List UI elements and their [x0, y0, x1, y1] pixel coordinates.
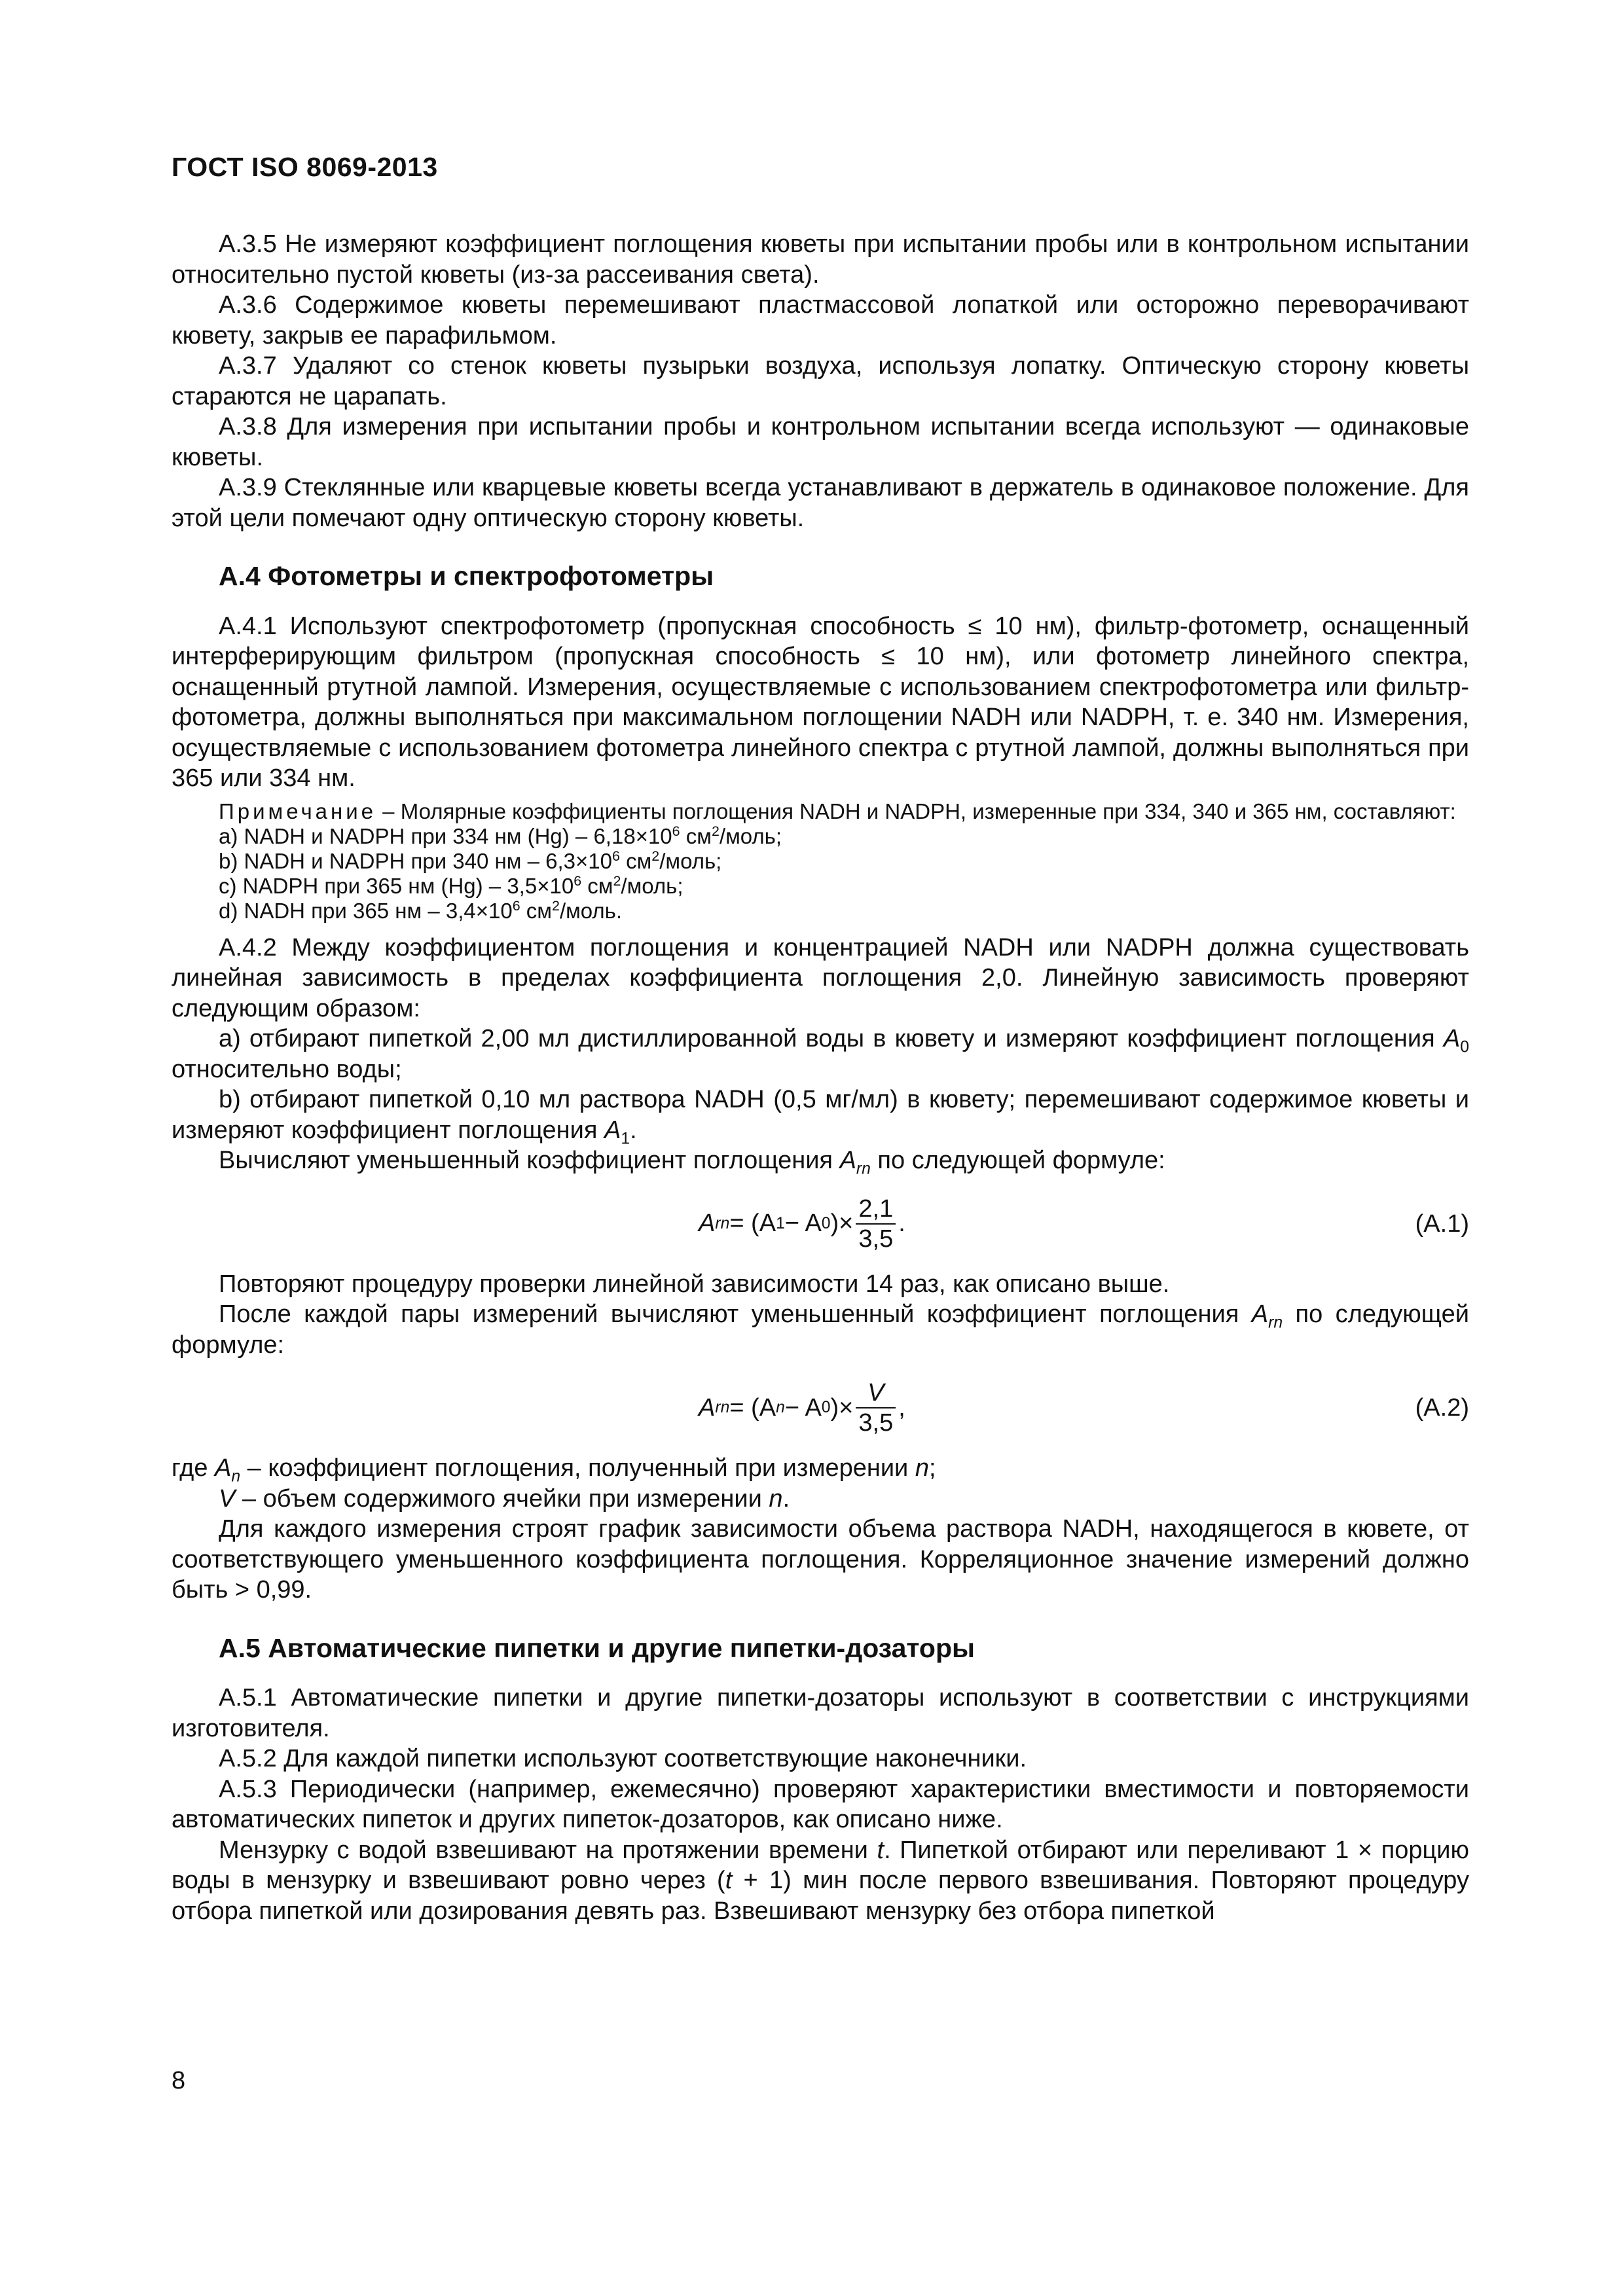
paragraph-a4-2: А.4.2 Между коэффициентом поглощения и концентрацией NADH или NADPH должна существовать линейная зависимость в пределах коэффициента поглощения 2,0. Линейную зависимость проверяют следующим образом:: [172, 933, 1469, 1022]
paragraph-repeat: Повторяют процедуру проверки линейной зависимости 14 раз, как описано выше.: [219, 1270, 1170, 1298]
paragraph-a3-9: А.3.9 Стеклянные или кварцевые кюветы всегда устанавливают в держатель в одинаковое положение. Для этой цели помечают одну оптическую сторону кюветы.: [172, 474, 1469, 532]
calc-intro-1: Вычисляют уменьшенный коэффициент поглощения $A_{rn}$ по следующей формуле:: [219, 1147, 1165, 1178]
section-heading-a5: А.5 Автоматические пипетки и другие пипетки-дозаторы: [219, 1632, 976, 1663]
calc-intro-2: После каждой пары измерений вычисляют уменьшенный коэффициент поглощения $A_{rn}$ по следующей формуле:: [172, 1300, 1469, 1359]
list-item-a: a) отбирают пипеткой 2,00 мл дистиллированной воды в кювету и измеряют коэффициент поглощения $A_0$ относительно воды;: [172, 1025, 1469, 1083]
note-label: Примечание: [219, 798, 377, 823]
list-item-b: b) отбирают пипеткой 0,10 мл раствора NADH (0,5 мг/мл) в кювету; перемешивают содержимое кюветы и измеряют коэффициент поглощения $A_1$.: [172, 1086, 1469, 1148]
note-item: a) NADH и NADPH при 334 нм $(Hg) - 6,18\times 10^6$ $см^2$/моль;: [219, 823, 782, 848]
note-text: – Молярные коэффициенты поглощения NADH и NADPH, измеренные при 334, 340 и 365 нм, составляют:: [376, 798, 1456, 823]
paragraph-a3-6: А.3.6 Содержимое кюветы перемешивают пластмассовой лопаткой или осторожно переворачивают кювету, закрыв ее парафильмом.: [172, 291, 1469, 350]
paragraph-a3-5: А.3.5 Не измеряют коэффициент поглощения кюветы при испытании пробы или в контрольном испытании относительно пустой кюветы (из-за рассеивания света).: [172, 230, 1469, 289]
note-item: d) NADH при 365 нм – $3,4\times 10^6$ $см^2$/моль.: [219, 897, 623, 923]
paragraph-a5-2: А.5.2 Для каждой пипетки используют соответствующие наконечники.: [219, 1745, 1027, 1772]
formula-a1: [172, 1187, 1469, 1260]
formula-a1-number: (А.1): [1415, 1210, 1469, 1238]
note-item: c) NADPH при 365 нм $(Hg) - 3,5\times 10^6$ $см^2$/моль;: [219, 872, 684, 898]
note-block: [172, 799, 1469, 924]
paragraph-a5-1: А.5.1 Автоматические пипетки и другие пипетки-дозаторы используют в соответствии с инструкциями изготовителя.: [172, 1684, 1469, 1742]
formula-a1-expression: A rn = (A 1 − A 0 )× $\frac{2,1}{3,5}$ .: [699, 1194, 905, 1253]
formula-a1-fraction: $\frac{2,1}{3,5}$: [856, 1194, 896, 1253]
where-clause-v: V – объем содержимого ячейки при измерении n.: [219, 1484, 790, 1513]
page-number: 8: [172, 2067, 186, 2094]
note-lead: [172, 799, 1469, 824]
paragraph-a3-8: А.3.8 Для измерения при испытании пробы и контрольном испытании всегда используют — одинаковые кюветы.: [172, 413, 1469, 471]
section-heading-a4: А.4 Фотометры и спектрофотометры: [219, 561, 714, 591]
formula-a2-expression: A rn = (A n − A 0 )× $\frac{V}{3,5}$ ,: [699, 1379, 905, 1437]
note-item: b) NADH и NADPH при 340 нм – $6,3\times 10^6$ $см^2$/моль;: [219, 848, 722, 873]
paragraph-a5-procedure: Мензурку с водой взвешивают на протяжении времени t. Пипеткой отбирают или переливают 1 × порцию воды в мензурку и взвешивают ровно через (t + 1) мин после первого взвешивания. Повторяют процедуру отбора пипеткой или дозирования девять раз. Взвешивают мензурку без отбора пипеткой: [172, 1836, 1469, 1925]
page-body: [172, 229, 1469, 1926]
formula-a2: [172, 1371, 1469, 1444]
paragraph-plot: Для каждого измерения строят график зависимости объема раствора NADH, находящегося в кювете, от соответствующего уменьшенного коэффициента поглощения. Корреляционное значение измерений должно быть > 0,99.: [172, 1515, 1469, 1604]
formula-a2-fraction: $\frac{V}{3,5}$: [856, 1378, 896, 1437]
where-clause-an: где $A_n$ – коэффициент поглощения, полученный при измерении n;: [172, 1454, 936, 1486]
paragraph-a5-3: А.5.3 Периодически (например, ежемесячно) проверяют характеристики вместимости и повторяемости автоматических пипеток и других пипеток-дозаторов, как описано ниже.: [172, 1775, 1469, 1833]
paragraph-a3-7: А.3.7 Удаляют со стенок кюветы пузырьки воздуха, используя лопатку. Оптическую сторону кюветы стараются не царапать.: [172, 352, 1469, 410]
paragraph-a4-1: А.4.1 Используют спектрофотометр (пропускная способность ≤ 10 нм), фильтр-фотометр, оснащенный интерферирующим фильтром (пропускная способность ≤ 10 нм), или фотометр линейного спектра, оснащенный ртутной лампой. Измерения, осуществляемые с использованием спектрофотометра или фильтр-фотометра, должны выполняться при максимальном поглощении NADH или NADPH, т. е. 340 нм. Измерения, осуществляемые с использованием фотометра линейного спектра с ртутной лампой, должны выполняться при 365 или 334 нм.: [172, 612, 1469, 792]
document-code-header: ГОСТ ISO 8069-2013: [172, 152, 438, 182]
formula-a2-number: (А.2): [1415, 1394, 1469, 1422]
